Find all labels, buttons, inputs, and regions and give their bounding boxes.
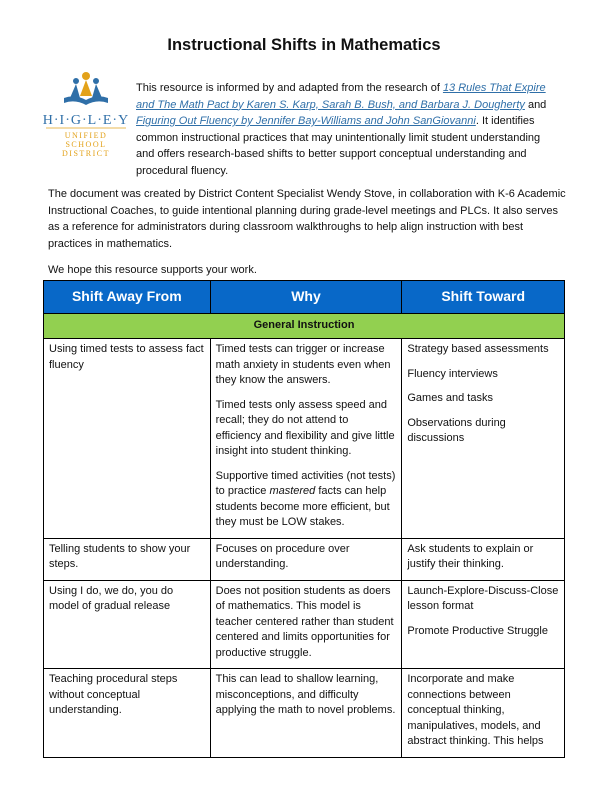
table-row — [44, 538, 565, 580]
cell-paragraph: Ask students to explain or justify their thinking. — [407, 542, 534, 570]
cell-paragraph: Strategy based assessments — [407, 343, 549, 355]
table-cell-away — [44, 538, 211, 580]
header-why: Why — [210, 281, 402, 314]
header-shift-away: Shift Away From — [44, 281, 211, 314]
cell-paragraph: This can lead to shallow learning, misconceptions, and difficulty applying the math to novel problems. — [215, 673, 396, 716]
reference-link-figuring-out-fluency[interactable]: Figuring Out Fluency by Jennifer Bay-Williams and John SanGiovanni — [136, 115, 476, 127]
cell-paragraph: Teaching procedural steps without conceptual understanding. — [49, 673, 178, 716]
svg-text:DISTRICT: DISTRICT — [62, 149, 110, 158]
cell-paragraph: Launch-Explore-Discuss-Close lesson format — [407, 584, 559, 612]
cell-paragraph: Supportive timed activities (not tests) to practice mastered facts can help students become more efficient, but they must be LOW stakes. — [215, 469, 396, 528]
table-row — [44, 580, 565, 669]
district-logo — [42, 68, 130, 168]
cell-paragraph: Timed tests only assess speed and recall; they do not attend to efficiency and flexibility and give little insight into student thinking. — [215, 398, 395, 457]
cell-paragraph: Promote Productive Struggle — [407, 624, 548, 637]
svg-text:SCHOOL: SCHOOL — [65, 140, 107, 149]
table-cell-toward — [402, 580, 565, 669]
table-cell-toward — [402, 669, 565, 758]
table-cell-toward — [402, 538, 565, 580]
table-cell-away — [44, 339, 211, 539]
header-shift-toward: Shift Toward — [402, 281, 565, 314]
cell-paragraph: Using I do, we do, you do model of gradual release — [49, 584, 174, 612]
svg-text:H·I·G·L·E·Y: H·I·G·L·E·Y — [42, 113, 130, 128]
reference-link-13-rules[interactable]: 13 Rules That Expire and The Math Pact by Karen S. Karp, Sarah B. Bush, and Barbara J. Dougherty — [136, 82, 546, 111]
table-cell-toward — [402, 339, 565, 539]
cell-paragraph: Telling students to show your steps. — [49, 542, 191, 570]
shifts-table — [43, 280, 565, 758]
purpose-paragraph: The document was created by District Content Specialist Wendy Stove, in collaboration with K-6 Academic Instructional Coaches, to guide intentional planning during grade-level meetings and PLCs. It also serves as a reference for administrators during classroom walkthroughs to help align instruction with best practices in mathematics. — [48, 188, 566, 250]
table-row — [44, 339, 565, 539]
cell-paragraph: Timed tests can trigger or increase math anxiety in students even when they know the answers. — [215, 343, 391, 386]
table-cell-why — [210, 538, 402, 580]
table-cell-away — [44, 669, 211, 758]
intro-text: This resource is informed by and adapted from the research of — [136, 82, 443, 94]
table-cell-why — [210, 669, 402, 758]
table-cell-why — [210, 339, 402, 539]
cell-paragraph: Observations during discussions — [407, 416, 506, 444]
intro-paragraph: This resource is informed by and adapted from the research of 13 Rules That Expire and The Math Pact by Karen S. Karp, Sarah B. Bush, and Barbara J. Dougherty and Figuring Out Fluency by Jennifer Bay-Williams and John SanGiovanni. It identifies common instructional practices that may unintentionally limit student understanding and offers research-based shifts to better support conceptual understanding and procedural fluency. — [136, 82, 547, 177]
cell-paragraph: Focuses on procedure over understanding. — [215, 542, 350, 570]
svg-text:UNIFIED: UNIFIED — [64, 131, 108, 140]
cell-paragraph: Using timed tests to assess fact fluency — [49, 343, 204, 371]
table-cell-away — [44, 580, 211, 669]
closing-paragraph: We hope this resource supports your work. — [48, 264, 257, 276]
cell-paragraph: Incorporate and make connections between conceptual thinking, manipulatives, models, and abstract thinking. This helps — [407, 673, 544, 747]
cell-paragraph: Games and tasks — [407, 392, 493, 404]
table-row — [44, 669, 565, 758]
cell-paragraph: Fluency interviews — [407, 367, 498, 380]
section-general-instruction: General Instruction — [44, 314, 565, 339]
page-title: Instructional Shifts in Mathematics — [167, 36, 441, 54]
table-cell-why — [210, 580, 402, 669]
cell-paragraph: Does not position students as doers of mathematics. This model is teacher centered rather than student centered and limits opportunities for productive struggle. — [215, 584, 394, 659]
